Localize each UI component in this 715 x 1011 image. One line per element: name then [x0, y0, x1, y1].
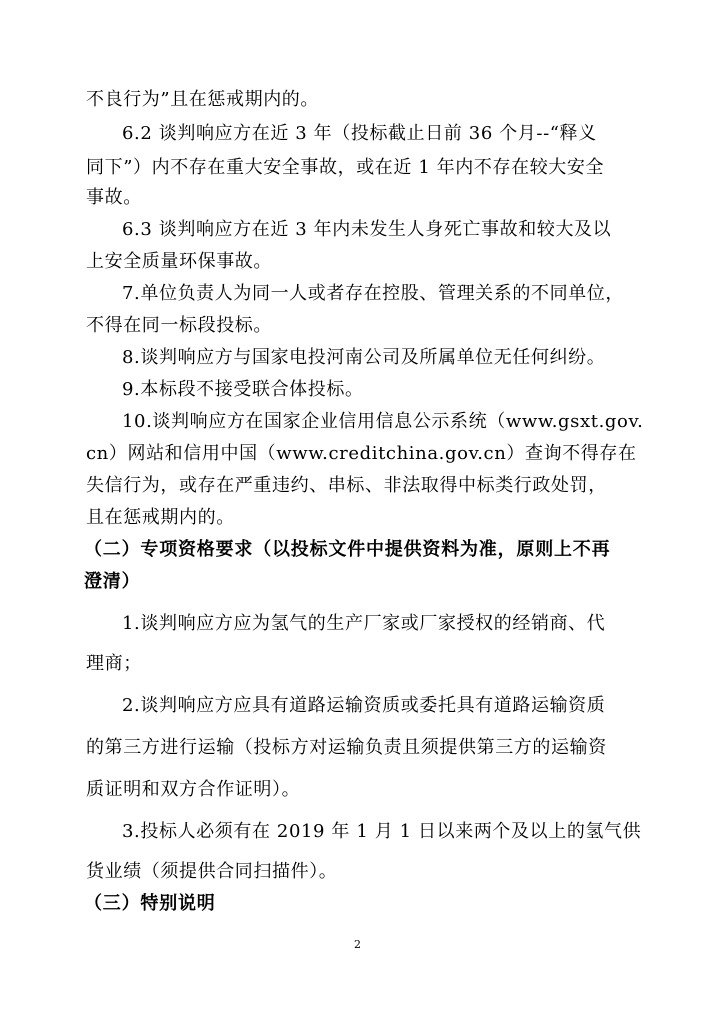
section-heading: 澄清）	[84, 571, 141, 592]
text-line: 理商；	[86, 653, 142, 674]
section-heading: （二）专项资格要求（以投标文件中提供资料为准，原则上不再	[84, 539, 611, 560]
text-line: 货业绩（须提供合同扫描件）。	[86, 861, 338, 882]
text-line: 1.谈判响应方应为氢气的生产厂家或厂家授权的经销商、代	[122, 613, 606, 634]
text-line: 3.投标人必须有在 2019 年 1 月 1 日以来两个及以上的氢气供	[122, 821, 642, 842]
text-line: 7.单位负责人为同一人或者存在控股、管理关系的不同单位，	[122, 283, 624, 304]
text-line: 不得在同一标段投标。	[86, 315, 272, 336]
text-line: 8.谈判响应方与国家电投河南公司及所属单位无任何纠纷。	[122, 347, 606, 368]
text-line: 2.谈判响应方应具有道路运输资质或委托具有道路运输资质	[122, 695, 606, 716]
text-line: 6.3 谈判响应方在近 3 年内未发生人身死亡事故和较大及以	[122, 219, 612, 240]
text-line: 的第三方进行运输（投标方对运输负责且须提供第三方的运输资	[86, 737, 607, 758]
text-line: 质证明和双方合作证明）。	[86, 779, 301, 800]
text-line: 同下”）内不存在重大安全事故，或在近 1 年内不存在较大安全	[86, 157, 605, 178]
text-line: 上安全质量环保事故。	[86, 251, 272, 272]
text-line: 9.本标段不接受联合体投标。	[122, 379, 364, 400]
section-heading: （三）特别说明	[84, 893, 216, 914]
text-line: 6.2 谈判响应方在近 3 年（投标截止日前 36 个月--“释义	[122, 123, 597, 144]
text-line: 失信行为，或存在严重违约、串标、非法取得中标类行政处罚，	[86, 475, 607, 496]
text-line: cn）网站和信用中国（www.creditchina.gov.cn）查询不得存在	[86, 443, 637, 464]
text-line: 不良行为”且在惩戒期内的。	[86, 89, 320, 110]
page-number: 2	[354, 938, 361, 951]
text-line: 10.谈判响应方在国家企业信用信息公示系统（www.gsxt.gov.	[122, 411, 644, 432]
text-line: 事故。	[86, 187, 142, 208]
text-line: 且在惩戒期内的。	[86, 507, 235, 528]
